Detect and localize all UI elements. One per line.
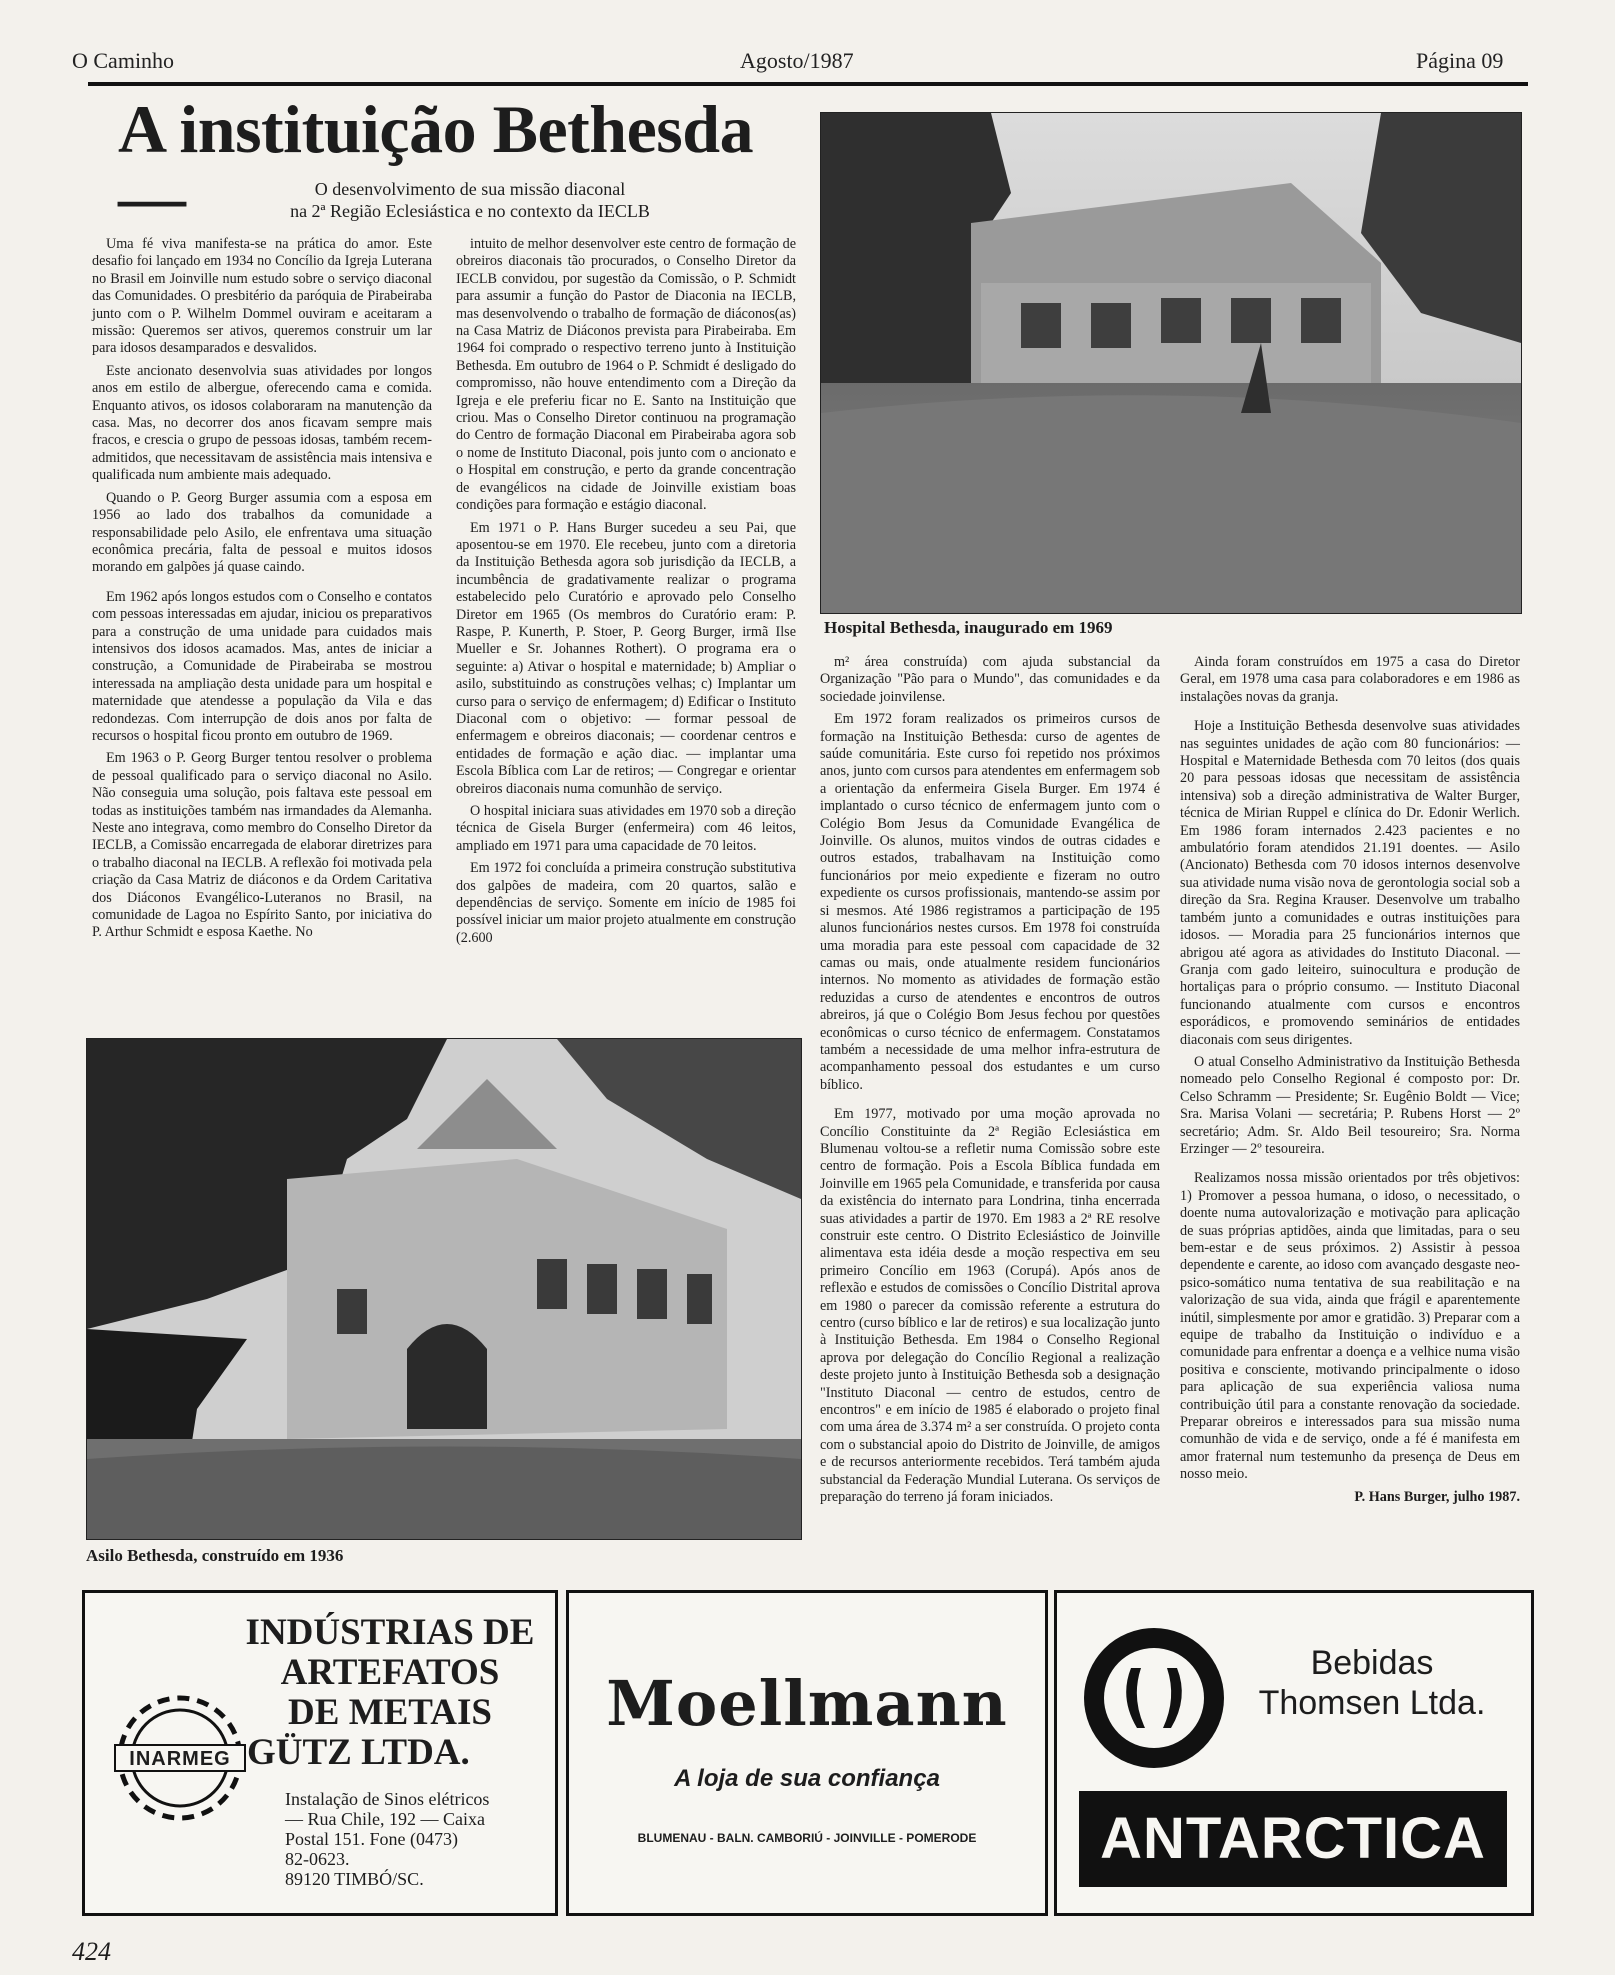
page-label: Página 09 [1416, 48, 1504, 73]
antarctica-logo-ring-text: ANTARCTICA [1111, 1607, 1203, 1619]
page-number: 424 [72, 1937, 111, 1966]
article-column-1 [92, 236, 432, 947]
ad-inarmeg-address-line: 89120 TIMBÓ/SC. [285, 1869, 424, 1889]
asilo-photo [86, 1038, 802, 1540]
paragraph: Em 1977, motivado por uma moção aprovada no Concílio Constituinte da 2ª Região Eclesiástica em Blumenau voltou-se a refletir numa Comissão sobre este centro de formação. Pois a Escola Bíblica fundada em Joinville em 1965 pela Comunidade, e transferida por causa da existência do internato para Londrina, tinha encerrada suas atividades a partir de 1970. Em 1983 a 2ª RE resolve construir este centro. O Distrito Eclesiástico de Joinville alimentava esta idéia desde a moção respectiva em seu primeiro Concílio em 1963 (Corupá). Após anos de reflexão e estudos de comissões o Concílio Distrital aprova em 1980 o parecer da comissão referente a estrutura do centro (curso bíblico e lar de retiros) e sua localização junto à Instituição Bethesda. Em 1984 o Conselho Regional aprova por delegação do Concílio Regional a realização deste projeto junto à Instituição Bethesda sob a designação "Instituto Diaconal — centro de estudos, centro de encontros" e em início de 1985 é elaborado o projeto final com uma área de 3.374 m² a ser construída. O projeto conta com o substancial apoio do Distrito de Joinville, de amigos e de recursos anteriormente recebidos. Terá também ajuda substancial da Federação Mundial Luterana. Os serviços de preparação do terreno já foram iniciados. [820, 1106, 1161, 1506]
paragraph: O atual Conselho Administrativo da Instituição Bethesda nomeado pelo Conselho Regional é composto por: Dr. Celso Schramm — Presidente; Sr. Eugênio Boldt — Vice; Sra. Marisa Volani — secretária; P. Rubens Horst — 2º secretário; Adm. Sr. Aldo Beil tesoureiro; Sra. Norma Erzinger — 2º tesoureira. [1180, 1053, 1520, 1157]
paragraph: Em 1972 foi concluída a primeira construção substitutiva dos galpões de madeira, com 20 quartos, salão e dependências de serviço. Somente em início de 1985 foi possível iniciar um maior projeto atualmente em construção (2.600 [456, 860, 797, 946]
ad-inarmeg-headline [235, 1613, 545, 1773]
paragraph: Hoje a Instituição Bethesda desenvolve suas atividades nas seguintes unidades de ação com 80 funcionários: — Hospital e Maternidade Bethesda com 70 leitos (dos quais 20 para pessoas idosas que necessitam de assistência intensiva) sob a direção administrativa de Walter Burger, técnica de Mirian Ruppel e clínica do Dr. Edonir Werlich. Em 1986 foram internados 2.423 pacientes e no ambulatório foram atendidos 21.191 doentes. — Asilo (Ancionato) Bethesda com 70 idosos internos desenvolve sua atividade numa visão nova de gerontologia social sob a direção da Sra. Regina Krauser. Desenvolve um trabalho também junto a comunidades e outras instituições para idosos. — Moradia para 25 funcionários internos que abrigou até agora as atividades do Instituto Diaconal. — Granja com gado leiteiro, suinocultura e produção de hortaliças para o próprio consumo. — Instituto Diaconal funcionando atualmente com cursos e encontros esporádicos, e promovendo seminários de entidades diaconais com seus dirigentes. [1180, 718, 1520, 1048]
paragraph: Uma fé viva manifesta-se na prática do amor. Este desafio foi lançado em 1934 no Concílio da Igreja Luterana no Brasil em Joinville num estudo sobre o serviço diaconal das Comunidades. O presbitério da paróquia de Pirabeiraba junto com o P. Wilhelm Dommel ouviram e aceitaram a missão: Queremos ser ativos, queremos construir um lar para idosos desamparados e desvalidos. [92, 236, 432, 357]
ad-moellmann-slogan: A loja de sua confiança [674, 1765, 940, 1792]
paragraph: intuito de melhor desenvolver este centro de formação de obreiros diaconais tão procurados, o Conselho Diretor da IECLB convidou, por sugestão da Comissão, o P. Schmidt para assumir a função do Pastor de Diaconia na IECLB, mas desenvolvendo o trabalho de formação de diáconos(as) na Casa Matriz de Diáconos prevista para Pirabeiraba. Em 1964 foi comprado o respectivo terreno junto à Instituição Bethesda. Em outubro de 1964 o P. Schmidt é desligado do compromisso, não houve entendimento com a Direção da Igreja e ele preferiu ficar no E. Santo na Instituição que criou. Mas o Conselho Diretor continuou na programação do Centro de formação Diaconal em Pirabeiraba agora sob o nome de Instituto Diaconal, pois junto com o ancionato e o Hospital em construção, e perto da grande concentração de evangélicos na cidade de Joinville existiam boas condições para formação e estágio diaconal. [456, 236, 796, 514]
paragraph: m² área construída) com ajuda substancial da Organização "Pão para o Mundo", das comunidades e da sociedade joinvilense. [820, 654, 1160, 705]
hospital-photo-caption: Hospital Bethesda, inaugurado em 1969 [824, 618, 1113, 637]
ad-antarctica-brand: ANTARCTICA [1100, 1806, 1486, 1871]
ad-moellmann-cities: BLUMENAU - BALN. CAMBORIÚ - JOINVILLE - POMERODE [637, 1831, 977, 1845]
ad-antarctica-line-2: Thomsen Ltda. [1258, 1684, 1486, 1722]
subtitle-line-1: O desenvolvimento de sua missão diaconal [314, 179, 626, 199]
hospital-photo-image [821, 113, 1521, 613]
ad-inarmeg-logo-text: INARMEG [129, 1748, 231, 1770]
issue-date: Agosto/1987 [740, 48, 854, 73]
ad-inarmeg-address-line: — Rua Chile, 192 — Caixa [285, 1809, 485, 1829]
paragraph: Em 1971 o P. Hans Burger sucedeu a seu Pai, que aposentou-se em 1970. Ele recebeu, junto com a diretoria da Instituição Bethesda agora sob jurisdição da IECLB, a incumbência de gradativamente realizar o programa estabelecido pelo Curatório e aprovado pelo Conselho Diretor em 1965 (Os membros do Curatório eram: P. Raspe, P. Kunerth, P. Stoer, P. Georg Burger, irmã Ilse Mueller e Sr. Johannes Rothert). O programa era o seguinte: a) Ativar o hospital e maternidade; b) Ampliar o asilo, substituindo as construções velhas; c) Implantar um curso para o serviço de enfermagem; d) Edificar o Instituto Diaconal com o objetivo: — formar pessoal de enfermagem e obreiros diaconais; — coordenar centros e entidades de formação e ação diac. — implantar uma Escola Bíblica com Lar de retiros; — Congregar e orientar obreiros diaconais numa comunhão de serviço. [456, 519, 796, 797]
header-rule [88, 82, 1528, 86]
article-title: A instituição Bethesda — [118, 91, 754, 235]
article-column-2 [456, 236, 796, 952]
article-signature: P. Hans Burger, julho 1987. [1354, 1488, 1520, 1505]
hospital-photo [820, 112, 1522, 614]
ad-antarctica [1054, 1590, 1534, 1916]
paragraph: Em 1962 após longos estudos com o Conselho e contatos com pessoas interessadas em ajudar, iniciou os preparativos para a construção de uma unidade para cuidados mais intensivos dos idosos acamados. Mas, antes de iniciar a construção, a Comunidade de Pirabeiraba se mostrou interessada na ampliação desta unidade para um hospital e maternidade que atendesse a população da Vila e das redondezas. Com interrupção de dois anos por falta de recursos o hospital ficou pronto em outubro de 1969. [92, 588, 432, 744]
antarctica-logo-icon [1079, 1623, 1229, 1773]
ad-inarmeg-address-line: Instalação de Sinos elétricos [285, 1789, 490, 1809]
ad-moellmann-name: Moellmann [606, 1667, 1008, 1740]
ad-antarctica-line-1: Bebidas [1310, 1644, 1434, 1682]
ad-antarctica-company [1227, 1643, 1517, 1723]
ad-inarmeg-line-3: DE METAIS [288, 1692, 492, 1733]
ad-inarmeg-line-1: INDÚSTRIAS DE [245, 1612, 535, 1653]
ad-inarmeg-line-4: GÜTZ LTDA. [247, 1732, 470, 1773]
paragraph: Ainda foram construídos em 1975 a casa do Diretor Geral, em 1978 uma casa para colaboradores e em 1986 as instalações novas da granja. [1180, 654, 1520, 705]
paragraph: Em 1963 o P. Georg Burger tentou resolver o problema de pessoal qualificado para o serviço diaconal no Asilo. Não conseguia uma solução, pois faltava este pessoal em todas as instituições também nas irmandades da Alemanha. Neste ano integrava, como membro do Conselho Diretor da IECLB, a Comissão encarregada de elaborar diretrizes para o trabalho diaconal na IECLB. A reflexão foi motivada pela criação da Casa Matriz de diáconos e da Ordem Caritativa dos Diáconos Evangélico-Luteranos no Brasil, na comunidade de Lagoa no Espírito Santo, por iniciativa do P. Arthur Schmidt e esposa Kaethe. No [92, 750, 432, 941]
asilo-photo-caption: Asilo Bethesda, construído em 1936 [86, 1546, 344, 1565]
article-column-4 [1180, 654, 1520, 1511]
asilo-photo-image [87, 1039, 801, 1539]
ad-moellmann [566, 1590, 1048, 1916]
paragraph: O hospital iniciara suas atividades em 1970 sob a direção técnica de Gisela Burger (enfermeira) com 46 leitos, ampliado em 1971 para uma capacidade de 70 leitos. [456, 803, 796, 854]
paragraph: Realizamos nossa missão orientados por três objetivos: 1) Promover a pessoa humana, o idoso, o necessitado, o doente numa autovalorização e motivação para aplicação de suas próprias aptidões, ainda que limitadas, para o seu bem-estar e de seus próximos. 2) Assistir à pessoa dependente e carente, ao idoso com avançado desgaste neo-psico-somático numa tentativa de sua reabilitação e na valorização de sua vida, ainda que frágil e aparentemente inútil, simplesmente por amor e gratidão. 3) Preparar com a equipe de trabalho da Instituição o indivíduo e a comunidade para enfrentar a doença e a velhice numa visão positiva e consciente, motivando principalmente o idoso para aplicação de sua experiência valiosa numa contribuição útil para a constante renovação da sociedade. Preparar obreiros e interessados para sua missão numa comunhão de vida e de serviço, onde a fé é manifesta em amor fraternal num testemunho da presença de Deus em nosso meio. [1180, 1170, 1520, 1483]
ad-inarmeg-line-2: ARTEFATOS [280, 1652, 500, 1693]
ad-inarmeg-address-line: 82-0623. [285, 1849, 350, 1869]
ad-inarmeg [82, 1590, 558, 1916]
ad-antarctica-banner [1079, 1791, 1507, 1887]
paragraph: Quando o P. Georg Burger assumia com a esposa em 1956 ao lado dos trabalhos da comunidade a responsabilidade pelo Asilo, ele enfrentava uma situação econômica precária, falta de pessoal e muitos idosos morando em galpões já quase caindo. [92, 489, 432, 576]
ad-inarmeg-address-line: Postal 151. Fone (0473) [285, 1829, 458, 1849]
ad-inarmeg-address [285, 1789, 545, 1889]
article-column-3 [820, 654, 1160, 1512]
article-subtitle [260, 178, 680, 222]
paragraph: Este ancionato desenvolvia suas atividades por longos anos em estilo de albergue, oferecendo cama e comida. Enquanto ativos, os idosos colaboraram na manutenção da casa. Mas, no decorrer dos anos ficavam sempre mais fracos, e crescia o grupo de pessoas idosas, também recem-admitidos, que necessitavam de assistência mais intensiva e qualificada num ambiente mais adequado. [92, 362, 432, 484]
subtitle-line-2: na 2ª Região Eclesiástica e no contexto da IECLB [290, 201, 650, 221]
newspaper-name: O Caminho [72, 48, 175, 73]
paragraph: Em 1972 foram realizados os primeiros cursos de formação na Instituição Bethesda: curso de agentes de saúde comunitária. Este curso foi repetido nos próximos anos, junto com cursos para atendentes em enfermagem sob a orientação da enfermeira Gisela Burger. Em 1974 é implantado o curso técnico de enfermagem junto com o Colégio Bom Jesus da Comunidade Evangélica de Joinville. Os alunos, muitos vindos de outras cidades e outros estados, trabalhavam na Instituição como funcionários por meio expediente e fizeram no outro expediente os cursos profissionais, mantendo-se assim por si mesmos. Até 1986 registramos a participação de 195 alunos funcionários nestes cursos. Em 1978 foi construída uma moradia para este pessoal com capacidade de 32 camas ou mais, onde atualmente residem funcionários internos. No momento as atividades de formação estão reduzidas a curso de atendentes e encontros de outros abreiros, já que o Colégio Bom Jesus fechou por questões econômicas o curso técnico de enfermagem. Constatamos também a necessidade de uma melhor infra-estrutura de acompanhamento pessoal dos estudantes e um curso bíblico. [820, 711, 1160, 1093]
